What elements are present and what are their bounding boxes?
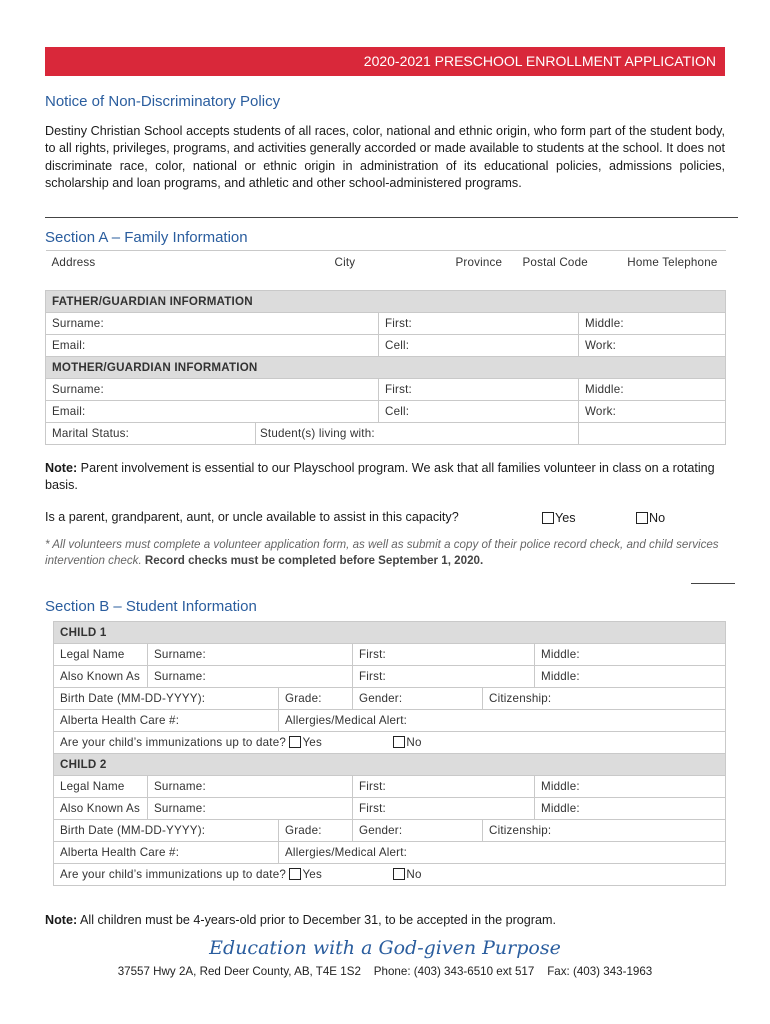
child-1-middle-field[interactable]: Middle: [535, 644, 726, 666]
mother-guardian-heading: MOTHER/GUARDIAN INFORMATION [46, 357, 726, 379]
father-cell-field[interactable]: Cell: [379, 335, 579, 357]
volunteer-yes-option[interactable]: Yes [542, 511, 576, 525]
student-information-table [53, 621, 726, 886]
legal-name-label: Legal Name [54, 776, 148, 798]
father-guardian-heading: FATHER/GUARDIAN INFORMATION [46, 291, 726, 313]
volunteer-no-option[interactable]: No [636, 511, 665, 525]
child-1-aka-first-field[interactable]: First: [353, 666, 535, 688]
child-2-grade-field[interactable]: Grade: [279, 820, 353, 842]
father-first-field[interactable]: First: [379, 313, 579, 335]
checkbox-icon[interactable] [289, 868, 301, 880]
child-1-grade-field[interactable]: Grade: [279, 688, 353, 710]
volunteer-disclaimer: * All volunteers must complete a volunteer application form, as well as submit a copy of their police record check, and child services intervention check. Record checks must be completed before September 1, 2020. [45, 538, 719, 567]
child-2-health-care-field[interactable]: Alberta Health Care #: [54, 842, 279, 864]
child-1-surname-field[interactable]: Surname: [148, 644, 353, 666]
child-2-first-field[interactable]: First: [353, 776, 535, 798]
child-2-immunized-no[interactable]: No [393, 868, 421, 881]
child-1-allergies-field[interactable]: Allergies/Medical Alert: [279, 710, 726, 732]
checkbox-icon[interactable] [542, 512, 554, 524]
family-information-table [45, 250, 726, 445]
mother-first-field[interactable]: First: [379, 379, 579, 401]
father-work-field[interactable]: Work: [579, 335, 726, 357]
mother-middle-field[interactable]: Middle: [579, 379, 726, 401]
checkbox-icon[interactable] [393, 868, 405, 880]
students-living-with-extra[interactable] [579, 423, 726, 445]
immunizations-question: Are your child’s immunizations up to date? [60, 736, 287, 749]
home-telephone-field[interactable]: Home Telephone [579, 251, 726, 291]
checkbox-icon[interactable] [636, 512, 648, 524]
school-phone: Phone: (403) 343-6510 ext 517 [373, 965, 535, 978]
child-2-heading: CHILD 2 [54, 754, 726, 776]
child-2-aka-first-field[interactable]: First: [353, 798, 535, 820]
child-2-citizenship-field[interactable]: Citizenship: [483, 820, 726, 842]
section-a-heading: Section A – Family Information [45, 229, 248, 246]
city-field[interactable]: City [329, 251, 454, 291]
postal-code-field[interactable]: Postal Code [551, 251, 579, 291]
child-1-health-care-field[interactable]: Alberta Health Care #: [54, 710, 279, 732]
child-1-first-field[interactable]: First: [353, 644, 535, 666]
form-title-banner: 2020-2021 PRESCHOOL ENROLLMENT APPLICATION [45, 47, 725, 76]
students-living-with-field[interactable]: Student(s) living with: [256, 423, 579, 445]
school-fax: Fax: (403) 343-1963 [547, 965, 653, 978]
immunizations-question: Are your child’s immunizations up to date? [60, 868, 287, 881]
notice-heading: Notice of Non-Discriminatory Policy [45, 93, 281, 110]
legal-name-label: Legal Name [54, 644, 148, 666]
child-2-aka-middle-field[interactable]: Middle: [535, 798, 726, 820]
father-surname-field[interactable]: Surname: [46, 313, 379, 335]
mother-work-field[interactable]: Work: [579, 401, 726, 423]
child-1-immunized-no[interactable]: No [393, 736, 421, 749]
checkbox-icon[interactable] [393, 736, 405, 748]
child-2-middle-field[interactable]: Middle: [535, 776, 726, 798]
child-1-immunizations-row [54, 732, 726, 754]
section-b-heading: Section B – Student Information [45, 598, 257, 615]
province-field[interactable]: Province [454, 251, 551, 291]
marital-status-field[interactable]: Marital Status: [46, 423, 256, 445]
school-address: 37557 Hwy 2A, Red Deer County, AB, T4E 1S2 [117, 965, 361, 978]
child-2-aka-surname-field[interactable]: Surname: [148, 798, 353, 820]
volunteer-note: Note: Parent involvement is essential to our Playschool program. We ask that all families volunteer in class on a rotating basis. [45, 461, 715, 493]
age-requirement-note: Note: All children must be 4-years-old prior to December 31, to be accepted in the program. [45, 913, 556, 927]
notice-body: Destiny Christian School accepts students of all races, color, national and ethnic origin, who form part of the student body, to all rights, privileges, programs, and activities generally accorded or made available to students at the school. It does not discriminate race, color, national or ethnic origin in administration of its educational policies, admissions policies, scholarship and loan programs, and athletic and other school-administered programs. [45, 124, 725, 191]
child-1-immunized-yes[interactable]: Yes [289, 736, 322, 749]
volunteer-question: Is a parent, grandparent, aunt, or uncle available to assist in this capacity? [45, 510, 459, 524]
also-known-as-label: Also Known As [54, 798, 148, 820]
child-2-surname-field[interactable]: Surname: [148, 776, 353, 798]
also-known-as-label: Also Known As [54, 666, 148, 688]
school-tagline: Education with a God-given Purpose [209, 937, 561, 959]
mother-surname-field[interactable]: Surname: [46, 379, 379, 401]
checkbox-icon[interactable] [289, 736, 301, 748]
child-1-birth-date-field[interactable]: Birth Date (MM-DD-YYYY): [54, 688, 279, 710]
school-contact-line [0, 965, 770, 978]
father-middle-field[interactable]: Middle: [579, 313, 726, 335]
divider [45, 217, 738, 218]
mother-cell-field[interactable]: Cell: [379, 401, 579, 423]
father-email-field[interactable]: Email: [46, 335, 379, 357]
child-2-allergies-field[interactable]: Allergies/Medical Alert: [279, 842, 726, 864]
address-row [46, 251, 726, 291]
child-2-gender-field[interactable]: Gender: [353, 820, 483, 842]
child-1-aka-surname-field[interactable]: Surname: [148, 666, 353, 688]
child-1-gender-field[interactable]: Gender: [353, 688, 483, 710]
child-2-birth-date-field[interactable]: Birth Date (MM-DD-YYYY): [54, 820, 279, 842]
child-1-citizenship-field[interactable]: Citizenship: [483, 688, 726, 710]
record-check-deadline: Record checks must be completed before September 1, 2020. [144, 554, 484, 567]
child-1-aka-middle-field[interactable]: Middle: [535, 666, 726, 688]
child-2-immunizations-row [54, 864, 726, 886]
divider [691, 583, 735, 584]
address-field[interactable]: Address [46, 251, 329, 291]
child-2-immunized-yes[interactable]: Yes [289, 868, 322, 881]
mother-email-field[interactable]: Email: [46, 401, 379, 423]
child-1-heading: CHILD 1 [54, 622, 726, 644]
